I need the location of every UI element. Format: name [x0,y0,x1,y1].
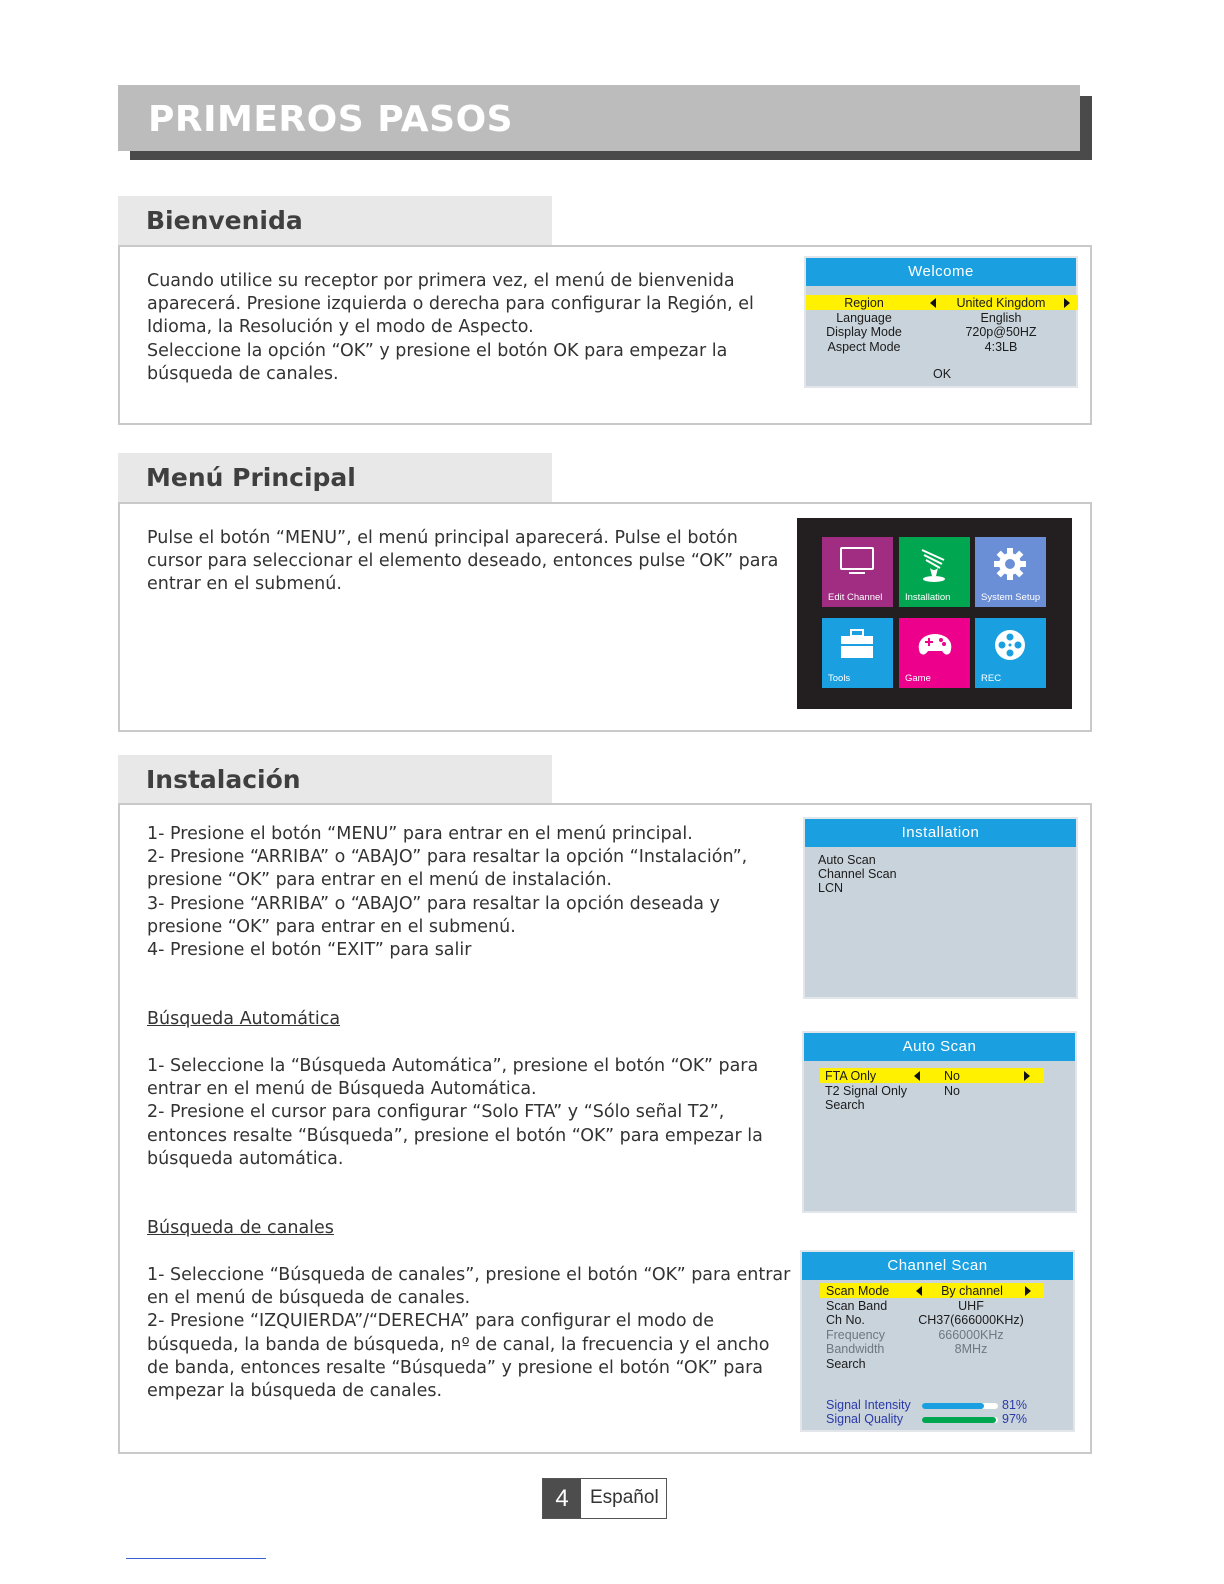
ok-button[interactable]: OK [932,367,952,381]
text-line: 1- Seleccione la “Búsqueda Automática”, presione el botón “OK” para [147,1056,759,1076]
text-line: empezar la búsqueda de canales. [147,1381,443,1402]
auto-search-paragraph [147,1055,763,1171]
page-language: Español [590,1487,659,1508]
tile-label: Tools [828,673,851,684]
text-line: entrar en el menú de Búsqueda Automática. [147,1079,537,1100]
row-value: CH37(666000KHz) [918,1313,1024,1327]
section-heading-installation: Instalación [146,765,301,794]
arrow-left-icon[interactable] [930,298,936,308]
channel-scan-row-scan-mode[interactable] [802,1284,1073,1299]
text-line: aparecerá. Presione izquierda o derecha para configurar la Región, el [147,294,754,315]
row-label: Scan Band [826,1299,888,1313]
installation-paragraph [147,823,747,962]
channel-search-subheading: Búsqueda de canales [147,1218,334,1238]
signal-intensity-label: Signal Intensity [826,1398,911,1412]
tile-system-setup[interactable] [975,537,1046,607]
main-menu-screen [797,518,1072,709]
row-label: Language [836,311,892,325]
page-number: 4 [543,1479,581,1518]
text-line: Pulse el botón “MENU”, el menú principal aparecerá. Pulse el botón [147,528,738,548]
auto-scan-row-fta-only[interactable] [804,1069,1075,1084]
menu-item-lcn[interactable]: LCN [818,881,844,895]
text-line: 2- Presione “ARRIBA” o “ABAJO” para resaltar la opción “Instalación”, [147,847,748,868]
row-label: Region [844,296,884,310]
welcome-screen [804,256,1078,388]
auto-search-subheading: Búsqueda Automática [147,1009,341,1029]
text-line: 2- Presione el cursor para configurar “Solo FTA” y “Sólo señal T2”, [147,1102,725,1123]
section-heading-welcome: Bienvenida [146,206,303,235]
arrow-left-icon[interactable] [914,1071,920,1081]
tile-label: Installation [905,592,951,603]
auto-scan-screen-title: Auto Scan [804,1033,1075,1061]
channel-scan-screen [800,1250,1075,1432]
installation-screen [803,817,1078,999]
text-line: de banda, entonces resalte “Búsqueda” y presione el botón “OK” para [147,1357,764,1378]
section-tab-installation [118,755,552,805]
text-line: presione “OK” para entrar en el submenú. [147,916,516,937]
film-reel-icon [992,627,1028,663]
tile-tools[interactable] [822,618,893,688]
signal-quality-value: 97% [1002,1412,1028,1426]
arrow-right-icon[interactable] [1024,1071,1030,1081]
row-value: 720p@50HZ [965,325,1037,339]
welcome-row-region[interactable] [806,296,1078,311]
tile-installation[interactable] [899,537,970,607]
welcome-screen-title: Welcome [806,258,1076,286]
channel-scan-screen-title: Channel Scan [802,1252,1073,1280]
row-label: Search [825,1098,865,1112]
row-label: FTA Only [825,1069,877,1083]
row-label: Scan Mode [826,1284,890,1298]
tv-icon [839,546,875,578]
tile-rec[interactable] [975,618,1046,688]
text-line: entonces resalte “Búsqueda”, presione el botón “OK” para empezar la [147,1125,763,1146]
tile-label: Game [905,673,931,684]
text-line: 3- Presione “ARRIBA” o “ABAJO” para resaltar la opción deseada y [147,893,720,914]
text-line: 2- Presione “IZQUIERDA”/“DERECHA” para configurar el modo de [147,1311,714,1332]
text-line: Cuando utilice su receptor por primera vez, el menú de bienvenida [147,271,735,291]
title-banner [118,85,1080,151]
row-value: English [980,311,1022,325]
channel-search-paragraph [147,1264,790,1403]
row-value: United Kingdom [956,296,1046,310]
section-heading-main-menu: Menú Principal [146,463,356,492]
text-line: presione “OK” para entrar en el menú de instalación. [147,870,612,891]
menu-item-auto-scan[interactable]: Auto Scan [818,853,876,867]
toolbox-icon [839,627,875,661]
row-label: Display Mode [826,325,902,339]
tile-edit-channel[interactable] [822,537,893,607]
arrow-right-icon[interactable] [1025,1286,1031,1296]
text-line: búsqueda de canales. [147,363,339,384]
text-line: 1- Presione el botón “MENU” para entrar en el menú principal. [147,824,693,844]
row-label: Search [826,1357,866,1371]
text-line: Seleccione la opción “OK” y presione el botón OK para empezar la [147,340,728,361]
page-title: PRIMEROS PASOS [148,99,514,140]
text-line: entrar en el submenú. [147,574,342,595]
signal-intensity-bar [922,1403,998,1409]
row-label: T2 Signal Only [825,1084,907,1098]
row-label: Frequency [826,1328,886,1342]
gear-icon [992,546,1028,582]
text-line: 4- Presione el botón “EXIT” para salir [147,940,472,961]
tile-label: Edit Channel [828,592,883,603]
tile-label: System Setup [981,592,1041,603]
text-line: 1- Seleccione “Búsqueda de canales”, presione el botón “OK” para entrar [147,1265,791,1285]
row-value: 666000KHz [938,1328,1004,1342]
text-line: búsqueda automática. [147,1148,344,1169]
row-value: 8MHz [954,1342,988,1356]
tile-game[interactable] [899,618,970,688]
gamepad-icon [916,627,954,661]
row-value: UHF [958,1299,984,1313]
section-tab-welcome [118,196,552,246]
text-line: en el menú de búsqueda de canales. [147,1288,471,1309]
section-tab-main-menu [118,453,552,503]
row-label: Aspect Mode [827,340,901,354]
installation-screen-title: Installation [805,819,1076,847]
welcome-paragraph [147,270,754,386]
page-footer [542,1478,667,1519]
signal-quality-bar [922,1417,998,1423]
row-label: Bandwidth [826,1342,885,1356]
signal-quality-label: Signal Quality [826,1412,904,1426]
row-value: No [944,1069,960,1083]
signal-intensity-fill [922,1403,984,1409]
text-line: Idioma, la Resolución y el modo de Aspecto. [147,317,534,338]
row-value: No [944,1084,960,1098]
menu-item-channel-scan[interactable]: Channel Scan [818,867,897,881]
tile-label: REC [981,673,1002,684]
auto-scan-screen [802,1031,1077,1213]
text-line: cursor para seleccionar el elemento deseado, entonces pulse “OK” para [147,551,779,572]
text-line: búsqueda, la banda de búsqueda, nº de canal, la frecuencia y el ancho [147,1334,770,1355]
row-value: 4:3LB [984,340,1018,354]
row-value: By channel [941,1284,1003,1298]
signal-quality-fill [922,1417,996,1423]
row-label: Ch No. [826,1313,865,1327]
signal-intensity-value: 81% [1002,1398,1028,1412]
arrow-right-icon[interactable] [1064,298,1070,308]
satellite-dish-icon [916,546,952,584]
main-menu-paragraph [147,527,778,597]
footer-divider [126,1558,266,1559]
